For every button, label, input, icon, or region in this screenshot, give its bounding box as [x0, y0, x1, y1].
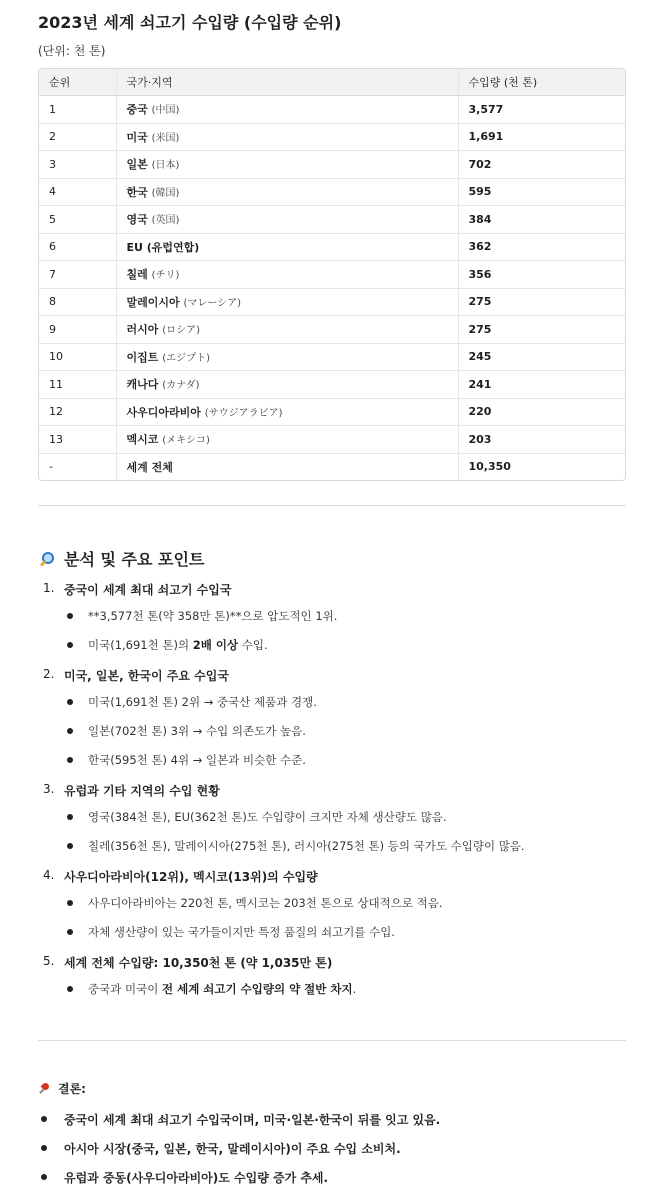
- bullet-dot: [67, 843, 73, 849]
- text-part: 한국(595천 톤) 4위 → 일본과 비슷한 수준.: [88, 753, 306, 767]
- text-part: **3,577천 톤(약 358만 톤)**으로 압도적인 1위.: [88, 609, 338, 623]
- country-cell: [116, 261, 458, 289]
- country-name: 미국: [126, 130, 148, 144]
- text-emphasis: 2배 이상: [192, 638, 239, 652]
- header-rank: 순위: [39, 69, 116, 96]
- text-part: 자체 생산량이 있는 국가들이지만 특정 품질의 쇠고기를 수입.: [88, 925, 395, 939]
- country-native-name: (英国): [151, 215, 180, 227]
- divider: [38, 1040, 626, 1041]
- rank-cell: 13: [39, 426, 116, 454]
- table-row: [39, 206, 625, 234]
- rank-cell: 4: [39, 178, 116, 206]
- rank-cell: -: [49, 460, 53, 474]
- table-row: [39, 371, 625, 399]
- table-row: [39, 316, 625, 344]
- bullet-dot: [67, 900, 73, 906]
- rank-cell: 10: [39, 343, 116, 371]
- country-native-name: (サウジアラビア): [204, 407, 283, 419]
- country-native-name: (日本): [151, 160, 180, 172]
- volume-cell: 384: [458, 206, 625, 234]
- magnifier-icon: [38, 551, 54, 567]
- country-cell: [116, 123, 458, 151]
- country-cell: [116, 426, 458, 454]
- bullet-dot: [67, 613, 73, 619]
- conclusion-title-text: 결론:: [58, 1082, 86, 1096]
- bullet-text: [88, 895, 443, 911]
- country-name: 캐나다: [126, 378, 159, 392]
- country-name: 칠레: [126, 268, 148, 282]
- rank-cell: 7: [39, 261, 116, 289]
- bullet-dot: [41, 1145, 47, 1151]
- volume-cell: 241: [458, 371, 625, 399]
- item-number: 3.: [43, 782, 55, 796]
- country-name: 러시아: [126, 323, 159, 337]
- text-part: 중국과 미국이: [88, 982, 162, 996]
- bullet-text: [88, 809, 446, 825]
- text-part: 칠레(356천 톤), 말레이시아(275천 톤), 러시아(275천 톤) 등의 국가도 수입량이 많음.: [88, 839, 525, 853]
- country-name: 말레이시아: [126, 295, 180, 309]
- bullet-dot: [67, 986, 73, 992]
- country-cell: [116, 288, 458, 316]
- country-native-name: (ロシア): [162, 325, 201, 337]
- table-row: [39, 233, 625, 261]
- country-cell: [116, 233, 458, 261]
- country-cell: [116, 371, 458, 399]
- country-name: 중국: [126, 103, 148, 117]
- bullet-text: [88, 838, 525, 854]
- item-number: 5.: [43, 954, 55, 968]
- bullet-dot: [67, 699, 73, 705]
- country-native-name: (メキシコ): [162, 435, 210, 447]
- table-row: [39, 343, 625, 371]
- item-heading: 미국, 일본, 한국이 주요 수입국: [64, 669, 229, 683]
- country-name: EU (유럽연합): [126, 240, 200, 254]
- bullet-text: [88, 608, 337, 624]
- rank-cell: 11: [39, 371, 116, 399]
- table-row: [39, 178, 625, 206]
- header-volume: 수입량 (천 톤): [458, 69, 625, 96]
- table-row: [39, 96, 625, 124]
- country-cell: [116, 151, 458, 179]
- conclusion-text: 중국이 세계 최대 쇠고기 수입국이며, 미국·일본·한국이 뒤를 잇고 있음.: [64, 1113, 441, 1127]
- analysis-title-text: 분석 및 주요 포인트: [64, 550, 205, 569]
- divider: [38, 505, 626, 506]
- text-part: 미국(1,691천 톤) 2위 → 중국산 제품과 경쟁.: [88, 695, 317, 709]
- bullet-dot: [67, 757, 73, 763]
- bullet-dot: [67, 814, 73, 820]
- country-cell: [116, 453, 458, 480]
- country-cell: [116, 316, 458, 344]
- rank-cell: 9: [39, 316, 116, 344]
- volume-cell: 245: [458, 343, 625, 371]
- country-cell: [116, 398, 458, 426]
- text-part: 일본(702천 톤) 3위 → 수입 의존도가 높음.: [88, 724, 306, 738]
- item-heading: 세계 전체 수입량: 10,350천 톤 (약 1,035만 톤): [64, 956, 333, 970]
- country-native-name: (韓国): [151, 187, 180, 199]
- table-row: [39, 426, 625, 454]
- table-header-row: [39, 69, 625, 96]
- page-title: 2023년 세계 쇠고기 수입량 (수입량 순위): [38, 13, 342, 32]
- rank-cell: 8: [39, 288, 116, 316]
- table-row: [39, 453, 625, 480]
- text-part: 영국(384천 톤), EU(362천 톤)도 수입량이 크지만 자체 생산량도 많음.: [88, 810, 447, 824]
- volume-cell: 1,691: [458, 123, 625, 151]
- volume-cell: 3,577: [458, 96, 625, 124]
- table-row: [39, 288, 625, 316]
- country-name: 사우디아라비아: [126, 405, 201, 419]
- bullet-text: [88, 637, 268, 653]
- country-name: 영국: [126, 213, 148, 227]
- volume-cell: 220: [458, 398, 625, 426]
- item-number: 1.: [43, 581, 55, 595]
- item-number: 4.: [43, 868, 55, 882]
- country-native-name: (エジプト): [162, 352, 211, 364]
- rank-cell: 5: [39, 206, 116, 234]
- country-native-name: (カナダ): [162, 380, 200, 392]
- conclusion-text: 아시아 시장(중국, 일본, 한국, 말레이시아)이 주요 수입 소비처.: [64, 1142, 401, 1156]
- bullet-dot: [67, 929, 73, 935]
- rank-cell: 3: [39, 151, 116, 179]
- volume-cell: 362: [458, 233, 625, 261]
- country-cell: [116, 206, 458, 234]
- conclusion-text: 유럽과 중동(사우디아라비아)도 수입량 증가 추세.: [64, 1171, 329, 1185]
- item-number: 2.: [43, 667, 55, 681]
- bullet-dot: [41, 1174, 47, 1180]
- country-cell: [116, 343, 458, 371]
- country-native-name: (チリ): [151, 270, 180, 282]
- bullet-dot: [67, 728, 73, 734]
- volume-cell: 275: [458, 316, 625, 344]
- unit-note: (단위: 천 톤): [38, 44, 106, 58]
- conclusion-title: [38, 1080, 86, 1097]
- country-name: 멕시코: [126, 433, 159, 447]
- rank-cell: 12: [39, 398, 116, 426]
- country-cell: [116, 96, 458, 124]
- rank-cell: 2: [39, 123, 116, 151]
- pushpin-icon: [38, 1083, 50, 1095]
- table-row: [39, 398, 625, 426]
- bullet-text: [88, 723, 306, 739]
- item-heading: 유럽과 기타 지역의 수입 현황: [64, 784, 220, 798]
- bullet-dot: [67, 642, 73, 648]
- volume-cell: 356: [458, 261, 625, 289]
- volume-cell: 702: [458, 151, 625, 179]
- table-row: [39, 123, 625, 151]
- bullet-text: [88, 694, 317, 710]
- table-row: [39, 151, 625, 179]
- volume-cell: 10,350: [458, 453, 625, 480]
- country-name: 세계 전체: [126, 460, 173, 474]
- volume-cell: 275: [458, 288, 625, 316]
- bullet-dot: [41, 1116, 47, 1122]
- text-part: .: [352, 982, 357, 996]
- country-native-name: (マレーシア): [183, 297, 242, 309]
- rank-cell: 6: [39, 233, 116, 261]
- bullet-text: [88, 924, 395, 940]
- country-name: 한국: [126, 185, 148, 199]
- country-native-name: (中国): [151, 105, 180, 117]
- country-name: 일본: [126, 158, 148, 172]
- country-native-name: (米国): [151, 132, 180, 144]
- item-heading: 중국이 세계 최대 쇠고기 수입국: [64, 583, 232, 597]
- text-part: 수입.: [238, 638, 268, 652]
- bullet-text: [88, 981, 356, 997]
- volume-cell: 595: [458, 178, 625, 206]
- header-country: 국가·지역: [116, 69, 458, 96]
- text-part: 사우디아라비아는 220천 톤, 멕시코는 203천 톤으로 상대적으로 적음.: [88, 896, 443, 910]
- country-cell: [116, 178, 458, 206]
- country-name: 이집트: [126, 350, 159, 364]
- text-emphasis: 전 세계 쇠고기 수입량의 약 절반 차지: [161, 982, 353, 996]
- volume-cell: 203: [458, 426, 625, 454]
- table-row: [39, 261, 625, 289]
- analysis-title: [38, 547, 204, 570]
- text-part: 미국(1,691천 톤)의: [88, 638, 193, 652]
- rank-cell: 1: [39, 96, 116, 124]
- item-heading: 사우디아라비아(12위), 멕시코(13위)의 수입량: [64, 870, 318, 884]
- bullet-text: [88, 752, 306, 768]
- import-table: [38, 68, 626, 481]
